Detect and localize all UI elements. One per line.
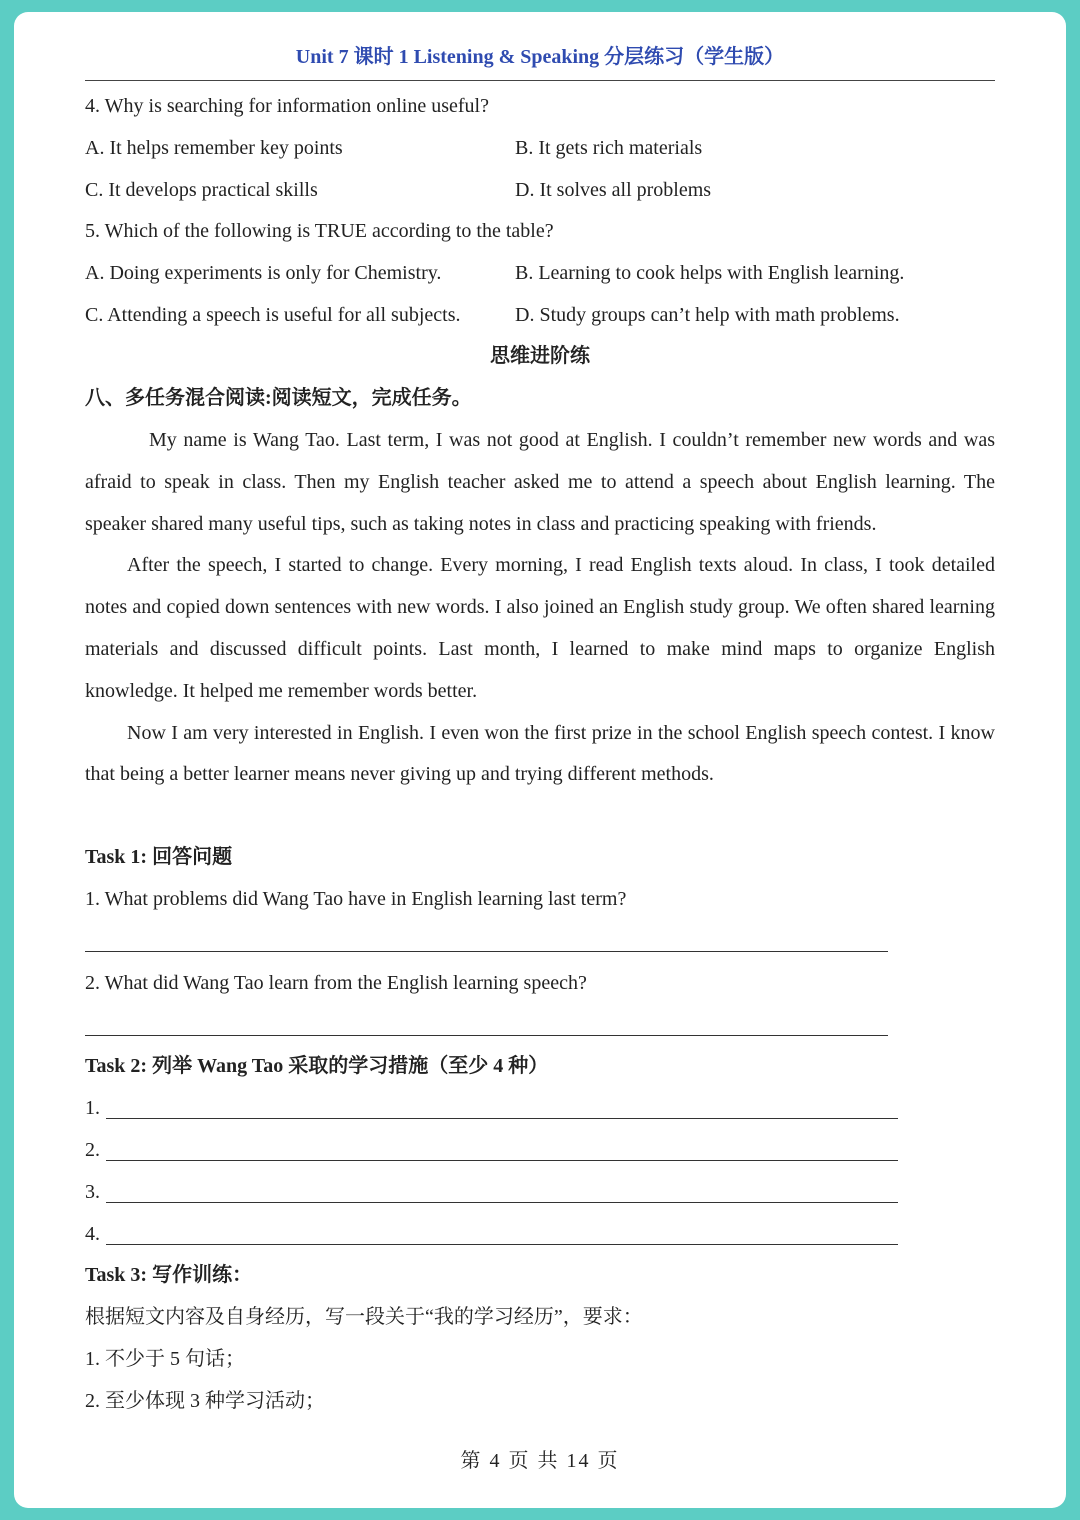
passage-paragraph-2: After the speech, I started to change. Every morning, I read English texts aloud. In class, I took detailed notes and copied down sentences with new words. I also joined an English study group. We often shared learning materials and discussed difficult points. Last month, I learned to make mind maps to organize English knowledge. It helped me remember words better. <box>85 554 995 702</box>
reading-passage <box>85 420 995 796</box>
question-4-option-c: C. It develops practical skills <box>85 179 318 201</box>
task-2-blank[interactable] <box>106 1202 898 1203</box>
question-5-option-b: B. Learning to cook helps with English learning. <box>515 262 905 284</box>
task-2-blank[interactable] <box>106 1244 898 1245</box>
question-4-option-b: B. It gets rich materials <box>515 137 703 159</box>
task-1-title: Task 1: 回答问题 <box>85 846 233 868</box>
task-2-item-number: 2. <box>85 1139 100 1161</box>
page-number: 第 4 页 共 14 页 <box>460 1450 620 1472</box>
question-5-option-d: D. Study groups can’t help with math problems. <box>515 304 900 326</box>
task-1-question-2: 2. What did Wang Tao learn from the English learning speech? <box>85 972 587 994</box>
passage-paragraph-3: Now I am very interested in English. I even won the first prize in the school English speech contest. I know that being a better learner means never giving up and trying different methods. <box>85 721 995 786</box>
page-header-title: Unit 7 课时 1 Listening & Speaking 分层练习（学生版） <box>295 46 785 68</box>
question-4-stem: 4. Why is searching for information online useful? <box>85 95 489 117</box>
task-3-title: Task 3: 写作训练： <box>85 1264 253 1286</box>
question-4-option-a: A. It helps remember key points <box>85 137 343 159</box>
section-title: 思维进阶练 <box>490 345 590 367</box>
task-1-question-1: 1. What problems did Wang Tao have in English learning last term? <box>85 888 627 910</box>
task-2-blank[interactable] <box>106 1160 898 1161</box>
passage-paragraph-1: My name is Wang Tao. Last term, I was not good at English. I couldn’t remember new words and was afraid to speak in class. Then my English teacher asked me to attend a speech about English learning. The speaker shared many useful tips, such as taking notes in class and practicing speaking with friends. <box>85 429 995 535</box>
question-4-option-d: D. It solves all problems <box>515 179 712 201</box>
question-5-option-c: C. Attending a speech is useful for all subjects. <box>85 304 461 326</box>
task-2-item-number: 4. <box>85 1223 100 1245</box>
answer-line-2[interactable] <box>85 1035 888 1036</box>
header-divider <box>85 80 995 81</box>
part-8-title: 八、多任务混合阅读:阅读短文，完成任务。 <box>85 387 472 409</box>
task-3-requirement-2: 2. 至少体现 3 种学习活动； <box>85 1390 325 1412</box>
task-2-item-number: 3. <box>85 1181 100 1203</box>
task-2-title: Task 2: 列举 Wang Tao 采取的学习措施（至少 4 种） <box>85 1055 549 1077</box>
question-5-stem: 5. Which of the following is TRUE according to the table? <box>85 220 554 242</box>
question-5-option-a: A. Doing experiments is only for Chemistry. <box>85 262 442 284</box>
task-3-requirement-1: 1. 不少于 5 句话； <box>85 1348 245 1370</box>
answer-line-1[interactable] <box>85 951 888 952</box>
task-3-intro: 根据短文内容及自身经历，写一段关于“我的学习经历”，要求： <box>85 1306 643 1328</box>
task-2-item-number: 1. <box>85 1097 100 1119</box>
task-2-blank[interactable] <box>106 1118 898 1119</box>
